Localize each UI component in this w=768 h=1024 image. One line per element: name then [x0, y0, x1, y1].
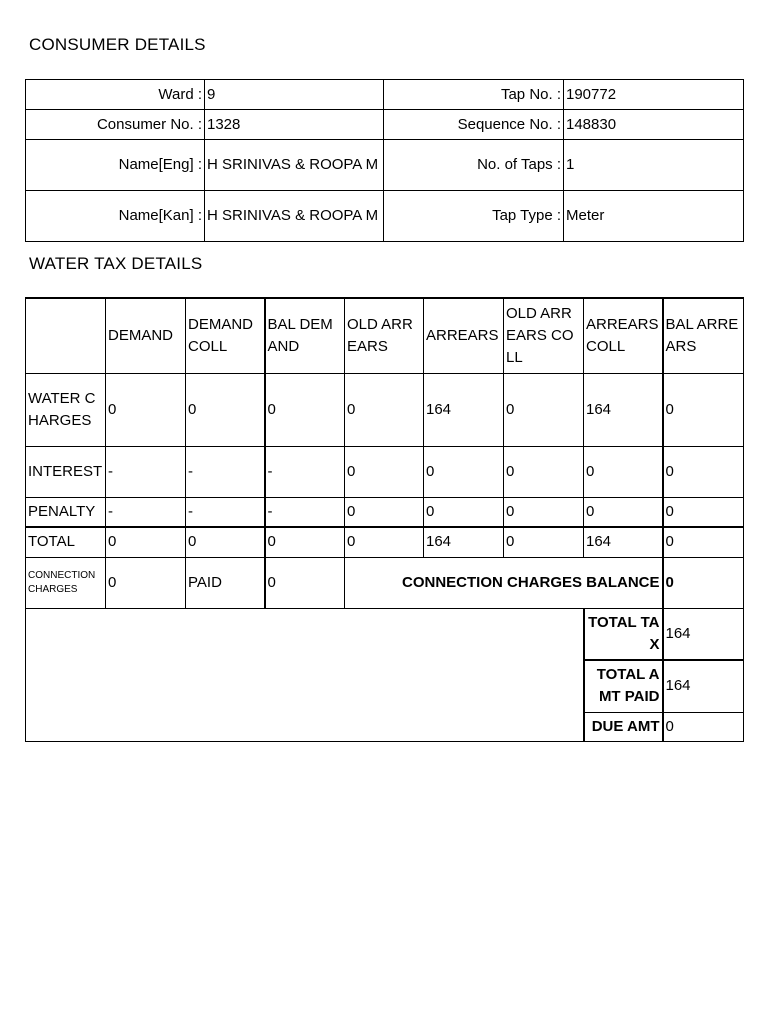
header-demand-coll: DEMAND COLL: [186, 298, 265, 373]
row-label-water-charges: WATER CHARGES: [26, 373, 106, 446]
row-label-interest: INTEREST: [26, 446, 106, 497]
table-cell: -: [186, 497, 265, 527]
connection-charges-balance-label: CONNECTION CHARGES BALANCE: [345, 557, 663, 608]
water-tax-table: [25, 297, 744, 742]
table-cell: 164: [584, 373, 663, 446]
table-cell: 164: [584, 527, 663, 557]
table-cell: 0: [504, 446, 584, 497]
summary-blank-area: [26, 608, 584, 741]
header-demand: DEMAND: [106, 298, 186, 373]
table-cell: 0: [504, 497, 584, 527]
table-cell: -: [265, 497, 345, 527]
row-label-total: TOTAL: [26, 527, 106, 557]
header-bal-arrears: BAL ARREARS: [663, 298, 744, 373]
table-cell: 0: [265, 373, 345, 446]
header-blank: [26, 298, 106, 373]
water-tax-details-heading: WATER TAX DETAILS: [29, 254, 203, 273]
connection-charges-value: 0: [106, 557, 186, 608]
tap-no-value: 190772: [564, 80, 744, 110]
table-cell: 0: [424, 446, 504, 497]
table-cell: 0: [584, 497, 663, 527]
tap-type-label: Tap Type :: [384, 191, 564, 242]
sequence-no-label: Sequence No. :: [384, 110, 564, 140]
table-cell: 0: [265, 527, 345, 557]
table-cell: 0: [106, 373, 186, 446]
table-cell: 164: [424, 527, 504, 557]
table-cell: 0: [663, 527, 744, 557]
table-cell: 0: [424, 497, 504, 527]
consumer-details-heading: CONSUMER DETAILS: [29, 35, 206, 54]
name-kan-value: H SRINIVAS & ROOPA M: [205, 191, 384, 242]
header-old-arrears-coll: OLD ARREARS COLL: [504, 298, 584, 373]
table-cell: 0: [345, 497, 424, 527]
due-amt-value: 0: [663, 712, 744, 741]
paid-value: 0: [265, 557, 345, 608]
total-tax-value: 164: [663, 608, 744, 660]
table-cell: 0: [663, 446, 744, 497]
header-arrears-coll: ARREARS COLL: [584, 298, 663, 373]
total-amt-paid-value: 164: [663, 660, 744, 712]
table-cell: 0: [186, 527, 265, 557]
paid-label: PAID: [186, 557, 265, 608]
table-cell: -: [186, 446, 265, 497]
no-of-taps-label: No. of Taps :: [384, 140, 564, 191]
tap-no-label: Tap No. :: [384, 80, 564, 110]
ward-label: Ward :: [26, 80, 205, 110]
consumer-details-table: [25, 79, 744, 242]
consumer-no-value: 1328: [205, 110, 384, 140]
header-old-arrears: OLD ARREARS: [345, 298, 424, 373]
table-cell: 0: [504, 527, 584, 557]
table-cell: -: [106, 446, 186, 497]
table-cell: 0: [106, 527, 186, 557]
table-cell: 0: [663, 373, 744, 446]
due-amt-label: DUE AMT: [584, 712, 663, 741]
sequence-no-value: 148830: [564, 110, 744, 140]
header-bal-demand: BAL DEMAND: [265, 298, 345, 373]
total-amt-paid-label: TOTAL AMT PAID: [584, 660, 663, 712]
name-eng-label: Name[Eng] :: [26, 140, 205, 191]
connection-charges-balance-value: 0: [663, 557, 744, 608]
table-cell: 0: [186, 373, 265, 446]
name-eng-value: H SRINIVAS & ROOPA M: [205, 140, 384, 191]
total-tax-label: TOTAL TAX: [584, 608, 663, 660]
tap-type-value: Meter: [564, 191, 744, 242]
table-cell: 0: [345, 446, 424, 497]
table-cell: -: [265, 446, 345, 497]
table-cell: -: [106, 497, 186, 527]
header-arrears: ARREARS: [424, 298, 504, 373]
connection-charges-label: CONNECTION CHARGES: [26, 557, 106, 608]
row-label-penalty: PENALTY: [26, 497, 106, 527]
no-of-taps-value: 1: [564, 140, 744, 191]
name-kan-label: Name[Kan] :: [26, 191, 205, 242]
table-cell: 0: [663, 497, 744, 527]
table-cell: 164: [424, 373, 504, 446]
consumer-no-label: Consumer No. :: [26, 110, 205, 140]
table-cell: 0: [584, 446, 663, 497]
table-cell: 0: [345, 527, 424, 557]
table-cell: 0: [345, 373, 424, 446]
table-cell: 0: [504, 373, 584, 446]
ward-value: 9: [205, 80, 384, 110]
